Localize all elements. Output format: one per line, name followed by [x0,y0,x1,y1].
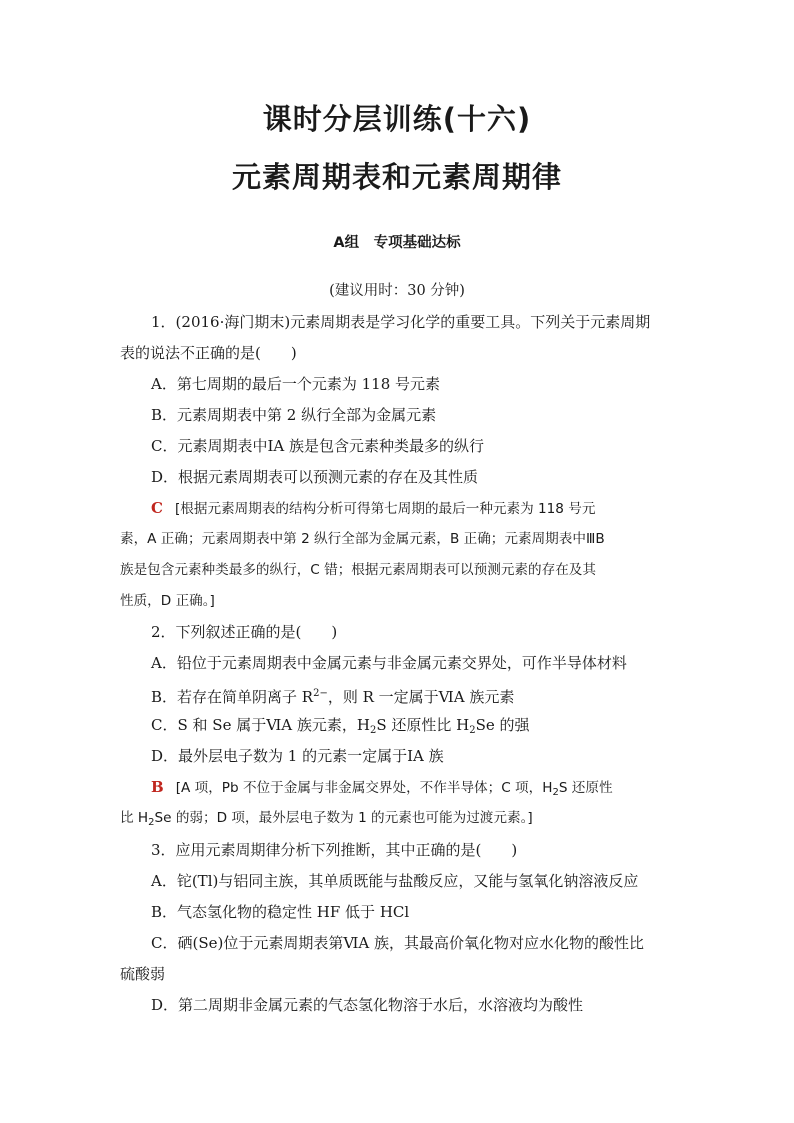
q1-explanation-text1: [根据元素周期表的结构分析可得第七周期的最后一种元素为 118 号元 [174,501,596,517]
q1-explanation-line1 [151,497,595,520]
q2-explanation-text2: 比 H [120,810,149,826]
q2-option-d: D．最外层电子数为 1 的元素一定属于ⅠA 族 [151,747,444,765]
q2-option-c-text: C．S 和 Se 属于ⅥA 族元素，H [151,716,370,734]
q1-explanation-line3: 族是包含元素种类最多的纵行，C 错；根据元素周期表可以预测元素的存在及其 [120,562,596,578]
q2-option-b-text: B．若存在简单阴离子 R [151,688,314,706]
q1-stem-line1: 1．(2016·海门期末)元素周期表是学习化学的重要工具。下列关于元素周期 [151,313,651,331]
q2-option-c-text-mid: S 还原性比 H [376,716,470,734]
q3-option-a: A．铊(Tl)与铝同主族，其单质既能与盐酸反应，又能与氢氧化钠溶液反应 [151,872,639,890]
q2-option-b-text-end: ，则 R 一定属于ⅥA 族元素 [327,688,515,706]
q2-explanation-text2-end: Se 的弱；D 项，最外层电子数为 1 的元素也可能为过渡元素。] [154,810,533,826]
q2-option-c [151,714,530,742]
q1-stem-line2: 表的说法不正确的是( ) [120,344,297,362]
page-title: 课时分层训练(十六) [262,102,532,136]
q2-explanation-line1 [151,776,613,804]
q2-option-c-subscript: 2 [369,725,377,736]
q2-explanation-subscript1: 2 [552,787,559,798]
q1-option-d: D．根据元素周期表可以预测元素的存在及其性质 [151,468,479,486]
q1-option-a: A．第七周期的最后一个元素为 118 号元素 [151,375,441,393]
q2-explanation-text1: [A 项，Pb 不位于金属与非金属交界处，不作半导体；C 项，H [175,780,553,796]
q2-option-b [151,683,514,708]
q3-option-c-line2: 硫酸弱 [120,965,166,983]
q1-answer: C [151,499,163,517]
q2-stem: 2．下列叙述正确的是( ) [151,623,338,641]
q2-option-c-text-end: Se 的强 [475,716,530,734]
time-note: (建议用时：30 分钟) [329,283,465,299]
q3-option-d: D．第二周期非金属元素的气态氢化物溶于水后，水溶液均为酸性 [151,996,584,1014]
q2-explanation-subscript2: 2 [148,817,155,828]
q2-explanation-text1-end: S 还原性 [558,780,613,796]
q1-explanation-line2: 素，A 正确；元素周期表中第 2 纵行全部为金属元素，B 正确；元素周期表中ⅢB [120,531,605,547]
q3-option-c-line1: C．硒(Se)位于元素周期表第ⅥA 族，其最高价氧化物对应水化物的酸性比 [151,934,645,952]
q2-option-c-subscript2: 2 [469,725,476,736]
page-subtitle: 元素周期表和元素周期律 [231,160,562,194]
q1-option-b: B．元素周期表中第 2 纵行全部为金属元素 [151,406,437,424]
q3-stem: 3．应用元素周期律分析下列推断，其中正确的是( ) [151,841,518,859]
q3-option-b: B．气态氢化物的稳定性 HF 低于 HCl [151,903,410,921]
q2-answer: B [151,778,164,796]
group-heading: A组 专项基础达标 [333,235,461,251]
q1-option-c: C．元素周期表中ⅠA 族是包含元素种类最多的纵行 [151,437,485,455]
q1-explanation-line4: 性质，D 正确。] [120,593,215,609]
q2-explanation-line2 [120,807,533,834]
q2-option-a: A．铅位于元素周期表中金属元素与非金属元素交界处，可作半导体材料 [151,654,627,672]
q2-option-b-charge: 2− [313,688,328,699]
